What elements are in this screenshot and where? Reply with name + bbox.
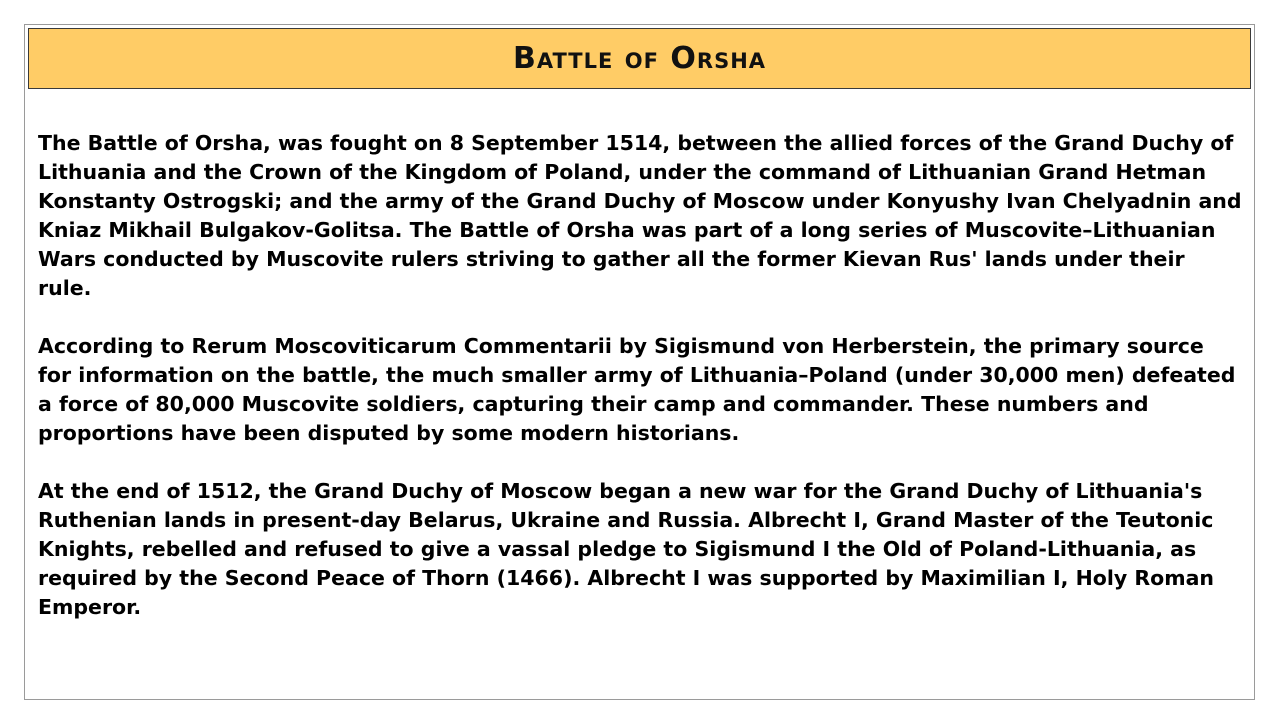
paragraph-1: The Battle of Orsha, was fought on 8 September 1514, between the allied forces of the Grand Duchy of Lithuania and the Crown of the Kingdom of Poland, under the command of Lithuanian Grand Hetman Konstanty Ostrogski; and the army of the Grand Duchy of Moscow under Konyushy Ivan Chelyadnin and Kniaz Mikhail Bulgakov-Golitsa. The Battle of Orsha was part of a long series of Muscovite–Lithuanian Wars conducted by Muscovite rulers striving to gather all the former Kievan Rus' lands under their rule. xyxy=(38,131,1242,300)
slide-body xyxy=(38,129,1244,622)
title-bar xyxy=(28,28,1251,89)
paragraph-2: According to Rerum Moscoviticarum Commentarii by Sigismund von Herberstein, the primary source for information on the battle, the much smaller army of Lithuania–Poland (under 30,000 men) defeated a force of 80,000 Muscovite soldiers, capturing their camp and commander. These numbers and proportions have been disputed by some modern historians. xyxy=(38,334,1236,445)
paragraph-3: At the end of 1512, the Grand Duchy of Moscow began a new war for the Grand Duchy of Lithuania's Ruthenian lands in present-day Belarus, Ukraine and Russia. Albrecht I, Grand Master of the Teutonic Knights, rebelled and refused to give a vassal pledge to Sigismund I the Old of Poland-Lithuania, as required by the Second Peace of Thorn (1466). Albrecht I was supported by Maximilian I, Holy Roman Emperor. xyxy=(38,479,1214,619)
slide-title: Battle of Orsha xyxy=(512,41,767,76)
slide-frame xyxy=(24,24,1255,700)
